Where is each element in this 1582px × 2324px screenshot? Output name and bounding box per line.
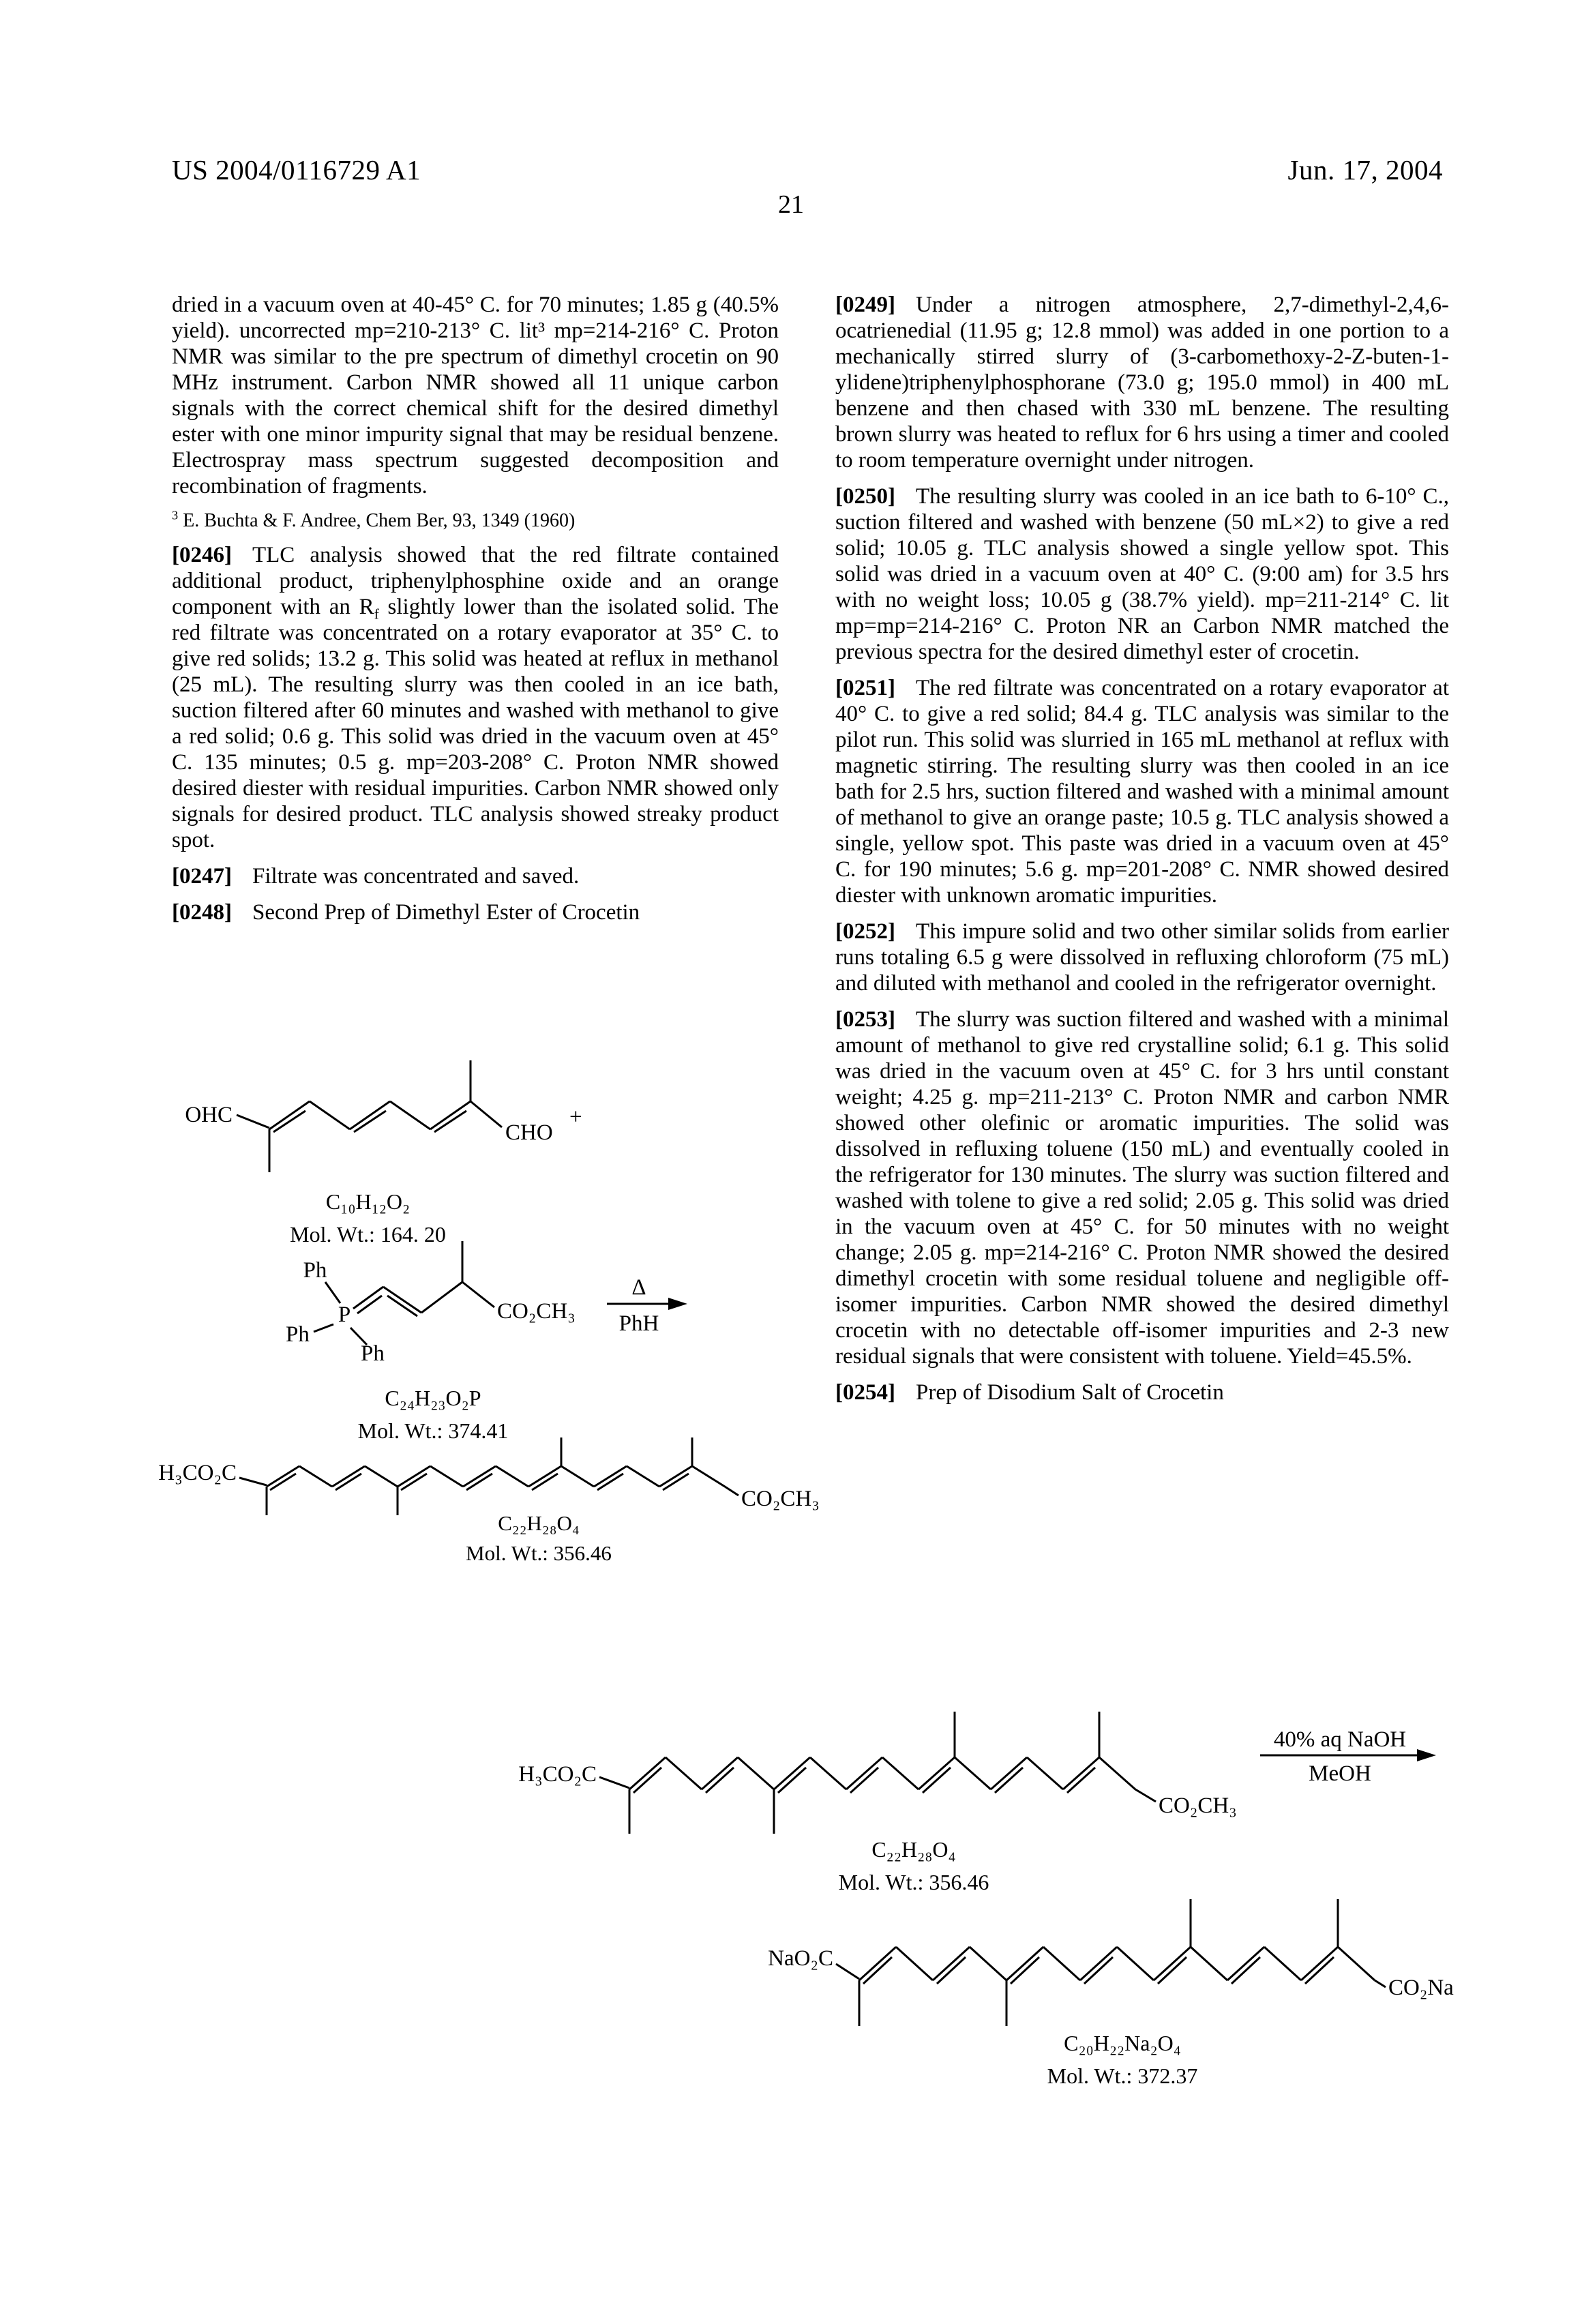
mol-wt: Mol. Wt.: 356.46: [838, 1870, 989, 1894]
footnote-text: E. Buchta & F. Andree, Chem Ber, 93, 1349 (1960): [178, 510, 576, 531]
solvent-label: MeOH: [1309, 1761, 1371, 1786]
ester-left-label: H₃CO₂C: [518, 1762, 597, 1787]
phenyl-left-label: Ph: [286, 1322, 310, 1347]
paragraph-tag: [0251]: [835, 676, 895, 700]
structure-c-caption: [232, 1508, 846, 1568]
ester-left-label: H₃CO₂C: [158, 1461, 237, 1485]
phenyl-top-label: Ph: [303, 1258, 327, 1283]
mol-wt: Mol. Wt.: 356.46: [466, 1541, 612, 1565]
formula: C₂₀H₂₂Na₂O₄: [1064, 2031, 1181, 2055]
phenyl-bottom-label: Ph: [361, 1341, 385, 1366]
ester-right-label: CO₂CH₃: [741, 1487, 820, 1511]
structure-crocetin-bottom: [436, 1671, 1241, 1841]
page-number: 21: [778, 190, 804, 219]
paragraph-tag: [0246]: [172, 543, 232, 567]
ester-right-label: CO₂CH₃: [1159, 1793, 1237, 1818]
aldehyde-right-label: CHO: [505, 1120, 553, 1145]
bond-lines: [599, 1712, 1156, 1834]
formula: C₂₄H₂₃O₂P: [385, 1386, 481, 1410]
paragraph-continuation: dried in a vacuum oven at 40-45° C. for 70 minutes; 1.85 g (40.5% yield). uncorrected mp=210-213° C. lit³ mp=214-216° C. Proton NMR was similar to the pre spectrum of dimethyl crocetin on 90 MHz instrument. Carbon NMR showed all 11 unique carbon signals with the correct chemical shift for the desired dimethyl ester with one minor impurity signal that may be residual benzene. Electrospray mass spectrum suggested decomposition and recombination of fragments.: [172, 293, 779, 498]
paragraph-tag: [0249]: [835, 293, 895, 317]
publication-date: Jun. 17, 2004: [1287, 154, 1443, 185]
paragraph-0252: [0252] This impure solid and two other similar solids from earlier runs totaling 6.5 g were dissolved in refluxing chloroform (75 mL) and diluted with methanol and cooled in the refrigerator overnight.: [835, 919, 1449, 996]
structure-e-caption: [816, 2027, 1429, 2092]
paragraph-0247: [0247] Filtrate was concentrated and saved.: [172, 864, 580, 889]
aldehyde-left-label: OHC: [185, 1103, 233, 1127]
mol-wt: Mol. Wt.: 372.37: [1047, 2064, 1198, 2088]
paragraph-tag: [0248]: [172, 900, 232, 925]
paragraph-tag: [0254]: [835, 1380, 895, 1405]
mol-wt: Mol. Wt.: 164. 20: [290, 1222, 446, 1247]
solvent-label: PhH: [618, 1311, 659, 1336]
phosphorus-atom: P: [338, 1302, 351, 1327]
formula: C₁₀H₁₂O₂: [325, 1189, 411, 1214]
formula: C₂₂H₂₈O₄: [871, 1837, 956, 1862]
bond-lines: [237, 1060, 502, 1172]
delta-symbol: Δ: [631, 1275, 646, 1300]
arrow-head: [1417, 1749, 1436, 1761]
reaction-arrow: [1255, 1724, 1446, 1789]
left-column: [172, 292, 779, 936]
rf-subscript: f: [374, 606, 379, 623]
bond-lines: [836, 1899, 1386, 2026]
formula: C₂₂H₂₈O₄: [498, 1511, 580, 1535]
paragraph-tag: [0252]: [835, 919, 895, 944]
paragraph-0249: [0249] Under a nitrogen atmosphere, 2,7-dimethyl-2,4,6-ocatrienedial (11.95 g; 12.8 mmol) was added in one portion to a mechanically stirred slurry of (3-carbomethoxy-2-Z-buten-1-ylidene)triphenylphosphorane (73.0 g; 195.0 mmol) in 400 mL benzene and then chased with 330 mL benzene. The resulting brown slurry was heated to reflux for 6 hrs using a timer and cooled to room temperature overnight under nitrogen.: [835, 293, 1449, 473]
mol-wt: Mol. Wt.: 374.41: [357, 1418, 509, 1443]
paragraph-0248: [0248] Second Prep of Dimethyl Ester of Crocetin: [172, 900, 640, 925]
plus-sign: +: [569, 1105, 582, 1129]
paragraph-tag: [0247]: [172, 864, 232, 889]
patent-number: US 2004/0116729 A1: [172, 154, 421, 185]
bond-lines: [239, 1437, 738, 1515]
bond-lines: [314, 1241, 668, 1345]
paragraph-tag: [0250]: [835, 484, 895, 509]
paragraph-0251: [0251] The red filtrate was concentrated on a rotary evaporator at 40° C. to give a red solid; 84.4 g. TLC analysis was similar to the pilot run. This solid was slurried in 165 mL methanol at reflux with magnetic stirring. The resulting slurry was then cooled in an ice bath for 2.5 hrs, suction filtered and washed with a minimal amount of methanol to give an orange paste; 10.5 g. TLC analysis showed a single, yellow spot. This paste was dried in a vacuum oven at 45° C. for 190 minutes; 5.6 g. mp=201-208° C. NMR showed desired diester with unknown aromatic impurities.: [835, 676, 1449, 908]
structure-disodium-salt: [709, 1889, 1500, 2036]
carboxylate-left-label: NaO₂C: [768, 1946, 833, 1971]
right-column: [835, 292, 1449, 1416]
structure-phosphorane: [78, 1224, 771, 1384]
footnote: [172, 509, 779, 532]
arrow-head: [668, 1298, 687, 1310]
paragraph-0246: [0246] TLC analysis showed that the red filtrate contained additional product, triphenylphosphine oxide and an orange component with an $R_f$ slightly lower than the isolated solid. The red filtrate was concentrated on a rotary evaporator at 35° C. to give red solids; 13.2 g. This solid was heated at reflux in methanol (25 mL). The resulting slurry was then cooled in an ice bath, suction filtered after 60 minutes and washed with methanol to give a red solid; 0.6 g. This solid was dried in the vacuum oven at 45° C. 135 minutes; 0.5 g. mp=203-208° C. Proton NMR showed desired diester with residual impurities. Carbon NMR showed only signals for desired product. TLC analysis showed streaky product spot.: [172, 543, 779, 852]
reagent-label: 40% aq NaOH: [1273, 1727, 1407, 1752]
paragraph-tag: [0253]: [835, 1007, 895, 1032]
footnote-marker: 3: [172, 508, 179, 522]
structure-crocetin-left: [78, 1425, 820, 1521]
carboxylate-right-label: CO₂Na: [1388, 1976, 1454, 2000]
paragraph-0253: [0253] The slurry was suction filtered and washed with a minimal amount of methanol to give red crystalline solid; 6.1 g. This solid was dried in the vacuum oven at 45° C. for 3 hrs until constant weight; 4.25 g. mp=211-213° C. Proton NMR and carbon NMR showed other olefinic or aromatic impurities. The solid was dissolved in refluxing toluene (150 mL) and eventually cooled in the refrigerator for 130 minutes. The slurry was suction filtered and washed with tolene to give a red solid; 2.05 g. This solid was dried in the vacuum oven at 45° C. for 50 minutes with no weight change; 2.05 g. mp=214-216° C. Proton NMR showed the desired dimethyl crocetin with some residual toluene and negligible off-isomer impurities. Carbon NMR showed the desired dimethyl crocetin with no detectable off-isomer impurities and 2-3 new residual signals that were consistent with toluene. Yield=45.5%.: [835, 1007, 1449, 1369]
paragraph-0250: [0250] The resulting slurry was cooled in an ice bath to 6-10° C., suction filtered and washed with benzene (50 mL×2) to give a red solid; 10.05 g. TLC analysis showed a single yellow spot. This solid was dried in a vacuum oven at 40° C. (9:00 am) for 3.5 hrs with no weight loss; 10.05 g (38.7% yield). mp=211-214° C. lit mp=mp=214-216° C. Proton NR an Carbon NMR matched the previous spectra for the desired dimethyl ester of crocetin.: [835, 484, 1449, 664]
paragraph-0254: [0254] Prep of Disodium Salt of Crocetin: [835, 1380, 1224, 1405]
ester-label: CO₂CH₃: [497, 1299, 576, 1324]
